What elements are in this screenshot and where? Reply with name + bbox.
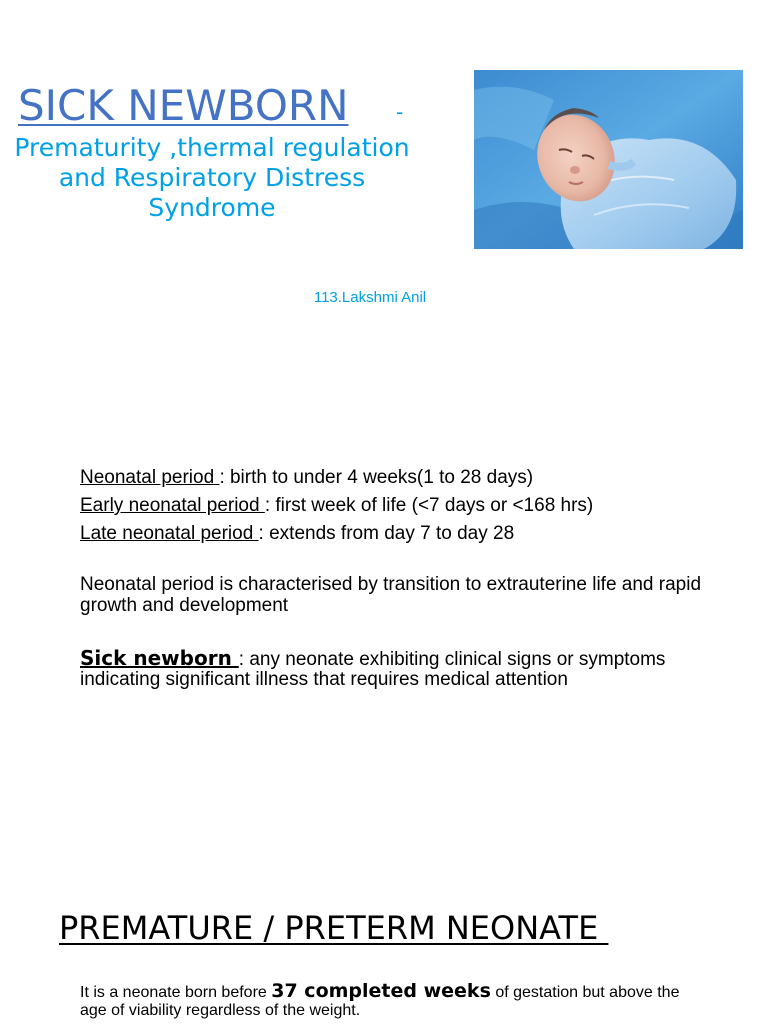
sick-newborn-term: Sick newborn bbox=[80, 646, 239, 670]
author-name: 113.Lakshmi Anil bbox=[313, 289, 427, 306]
definition-text: : birth to under 4 weeks(1 to 28 days) bbox=[219, 467, 534, 488]
definition-late-neonatal-period bbox=[80, 522, 514, 546]
definition-term: Late neonatal period bbox=[80, 523, 259, 544]
definition-text: : extends from day 7 to day 28 bbox=[258, 523, 515, 544]
sick-newborn-text: : any neonate exhibiting clinical signs or symptoms indicating significant illness that requires medical attention bbox=[80, 649, 666, 690]
sick-newborn-definition bbox=[80, 648, 700, 690]
title-dash: - bbox=[396, 100, 404, 124]
definition-neonatal-period bbox=[80, 466, 533, 490]
premature-def-after: of gestation but above the age of viability regardless of the weight. bbox=[80, 984, 680, 1019]
transition-paragraph: Neonatal period is characterised by transition to extrauterine life and rapid growth and development bbox=[80, 574, 702, 616]
slide-subtitle: Prematurity ,thermal regulation and Respiratory Distress Syndrome bbox=[14, 133, 410, 222]
definition-text: : first week of life (<7 days or <168 hrs) bbox=[264, 495, 594, 516]
definition-early-neonatal-period bbox=[80, 494, 593, 518]
newborn-baby-photo bbox=[474, 70, 743, 249]
premature-definition bbox=[80, 982, 700, 1020]
definition-term: Neonatal period bbox=[80, 467, 220, 488]
slide-title: SICK NEWBORN bbox=[18, 81, 349, 130]
premature-def-before: It is a neonate born before bbox=[80, 984, 272, 1001]
premature-heading: PREMATURE / PRETERM NEONATE bbox=[59, 909, 609, 947]
definition-term: Early neonatal period bbox=[80, 495, 265, 516]
premature-def-bold: 37 completed weeks bbox=[271, 980, 491, 1002]
